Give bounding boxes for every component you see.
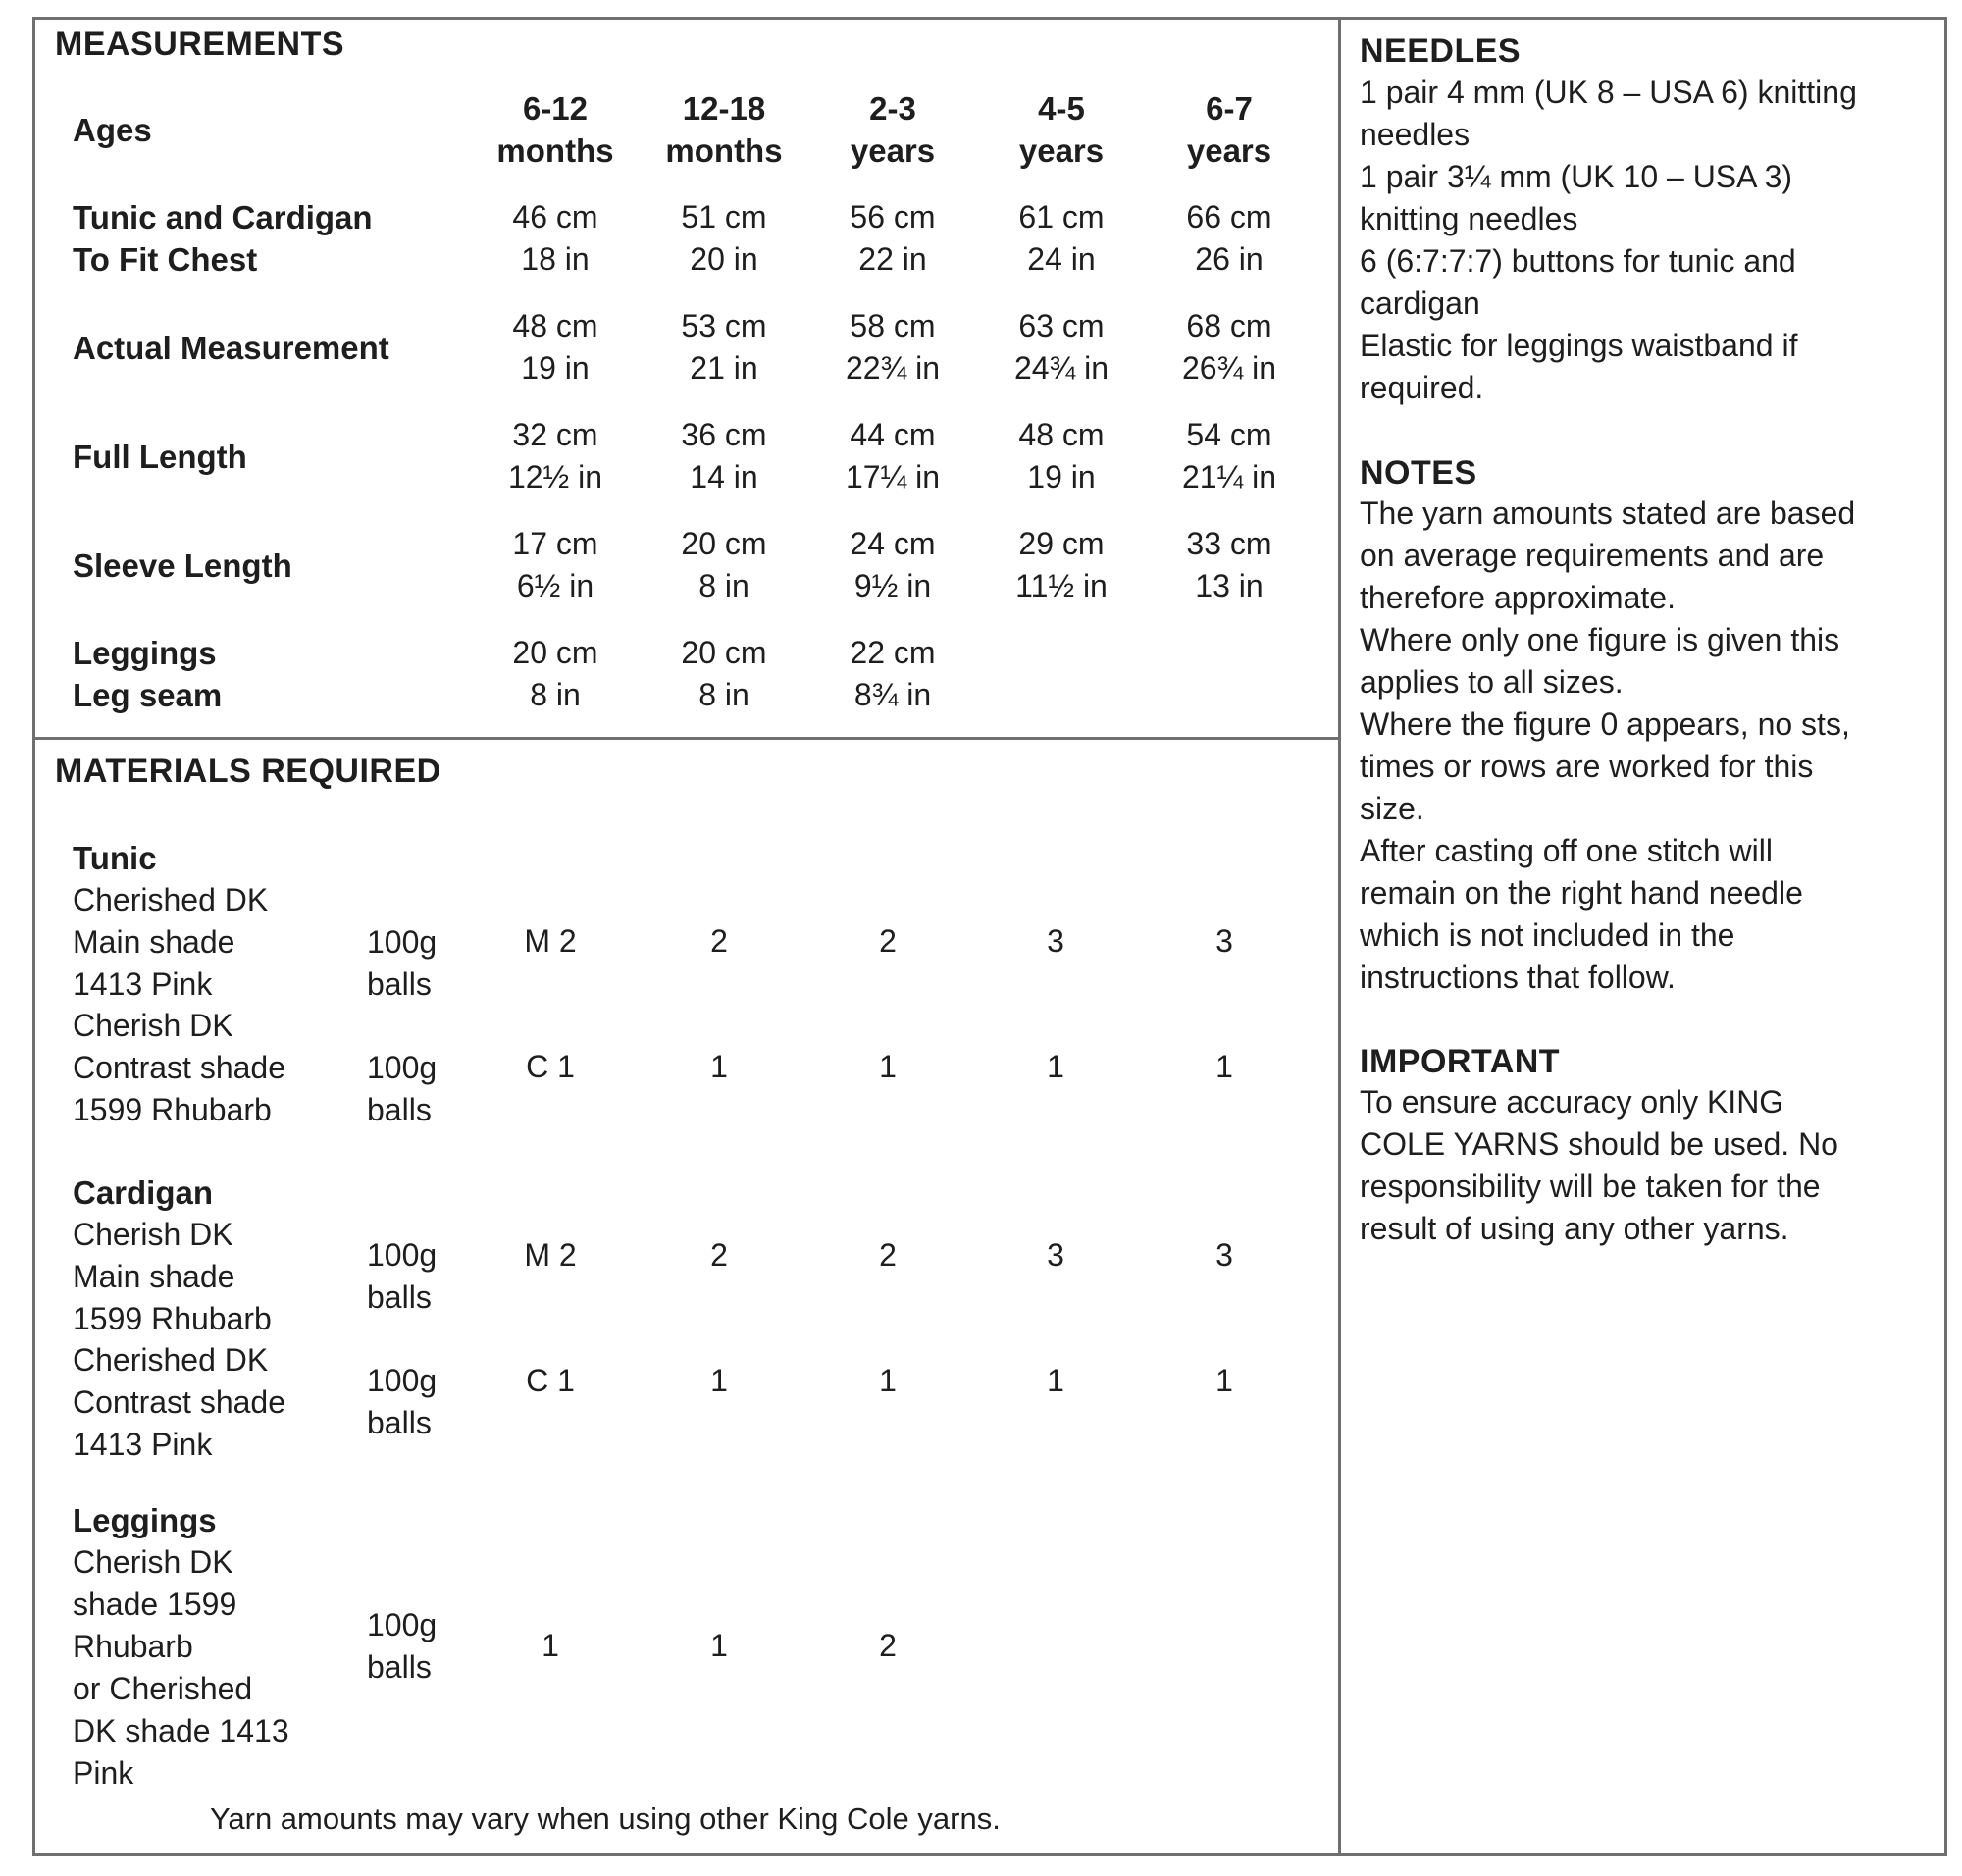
cell-chest-2: 51 cm 20 in [681,199,767,277]
cardigan-contrast-qty-4: 1 [1047,1363,1064,1398]
cell-chest-1: 46 cm 18 in [512,199,598,277]
cell-sleeve-4: 29 cm 11½ in [1015,526,1108,603]
tunic-main-description: Cherished DK Main shade 1413 Pink [73,882,269,1002]
needles-text: 1 pair 4 mm (UK 8 – USA 6) knitting needles 1 pair 3¼ mm (UK 10 – USA 3) knitting needles 6 (6:7:7:7) buttons for tunic and cardigan Elastic for leggings waistband if required. [1360,75,1857,405]
needles-title: NEEDLES [1360,32,1522,70]
age-header-5: 6-7 years [1186,90,1272,169]
cell-sleeve-3: 24 cm 9½ in [850,526,936,603]
leggings-unit: 100g balls [367,1607,438,1685]
cardigan-contrast-qty-2: 1 [710,1363,728,1398]
tunic-main-unit: 100g balls [367,924,438,1002]
tunic-heading: Tunic [73,840,157,876]
important-title: IMPORTANT [1360,1043,1561,1080]
cell-sleeve-2: 20 cm 8 in [681,526,767,603]
cardigan-heading: Cardigan [73,1174,214,1211]
cardigan-contrast-qty-5: 1 [1215,1363,1233,1398]
cell-actual-2: 53 cm 21 in [681,308,767,386]
cell-length-1: 32 cm 12½ in [507,417,603,495]
cell-actual-4: 63 cm 24¾ in [1013,308,1110,386]
tunic-main-qty-1: M 2 [524,923,577,959]
tunic-contrast-qty-5: 1 [1215,1049,1233,1084]
cell-chest-5: 66 cm 26 in [1186,199,1272,277]
important-text: To ensure accuracy only KING COLE YARNS should be used. No responsibility will be taken for the result of using any other yarns. [1360,1084,1838,1246]
age-header-2: 12-18 months [665,90,783,169]
ages-label: Ages [73,112,152,148]
cell-sleeve-5: 33 cm 13 in [1186,526,1272,603]
leggings-description: Cherish DK shade 1599 Rhubarb or Cherished DK shade 1413 Pink [73,1544,289,1791]
cell-actual-3: 58 cm 22¾ in [845,308,941,386]
age-header-1: 6-12 months [496,90,614,169]
materials-title: MATERIALS REQUIRED [55,753,441,790]
cell-actual-5: 68 cm 26¾ in [1181,308,1277,386]
row-label-full-length: Full Length [73,439,247,475]
cell-length-2: 36 cm 14 in [681,417,767,495]
cell-legseam-3: 22 cm 8¾ in [850,635,936,712]
cardigan-main-description: Cherish DK Main shade 1599 Rhubarb [73,1217,272,1336]
cardigan-main-qty-2: 2 [710,1237,728,1273]
cell-chest-4: 61 cm 24 in [1018,199,1105,277]
yarn-footnote: Yarn amounts may vary when using other King Cole yarns. [210,1801,1001,1836]
leggings-heading: Leggings [73,1502,217,1538]
cardigan-contrast-unit: 100g balls [367,1363,438,1440]
tunic-contrast-qty-1: C 1 [526,1049,575,1084]
leggings-qty-3: 2 [879,1628,897,1663]
row-label-chest: Tunic and Cardigan To Fit Chest [73,199,373,278]
leggings-qty-1: 1 [542,1628,559,1663]
row-label-leggings: Leggings Leg seam [73,635,223,713]
cell-legseam-1: 20 cm 8 in [512,635,598,712]
row-label-actual: Actual Measurement [73,330,389,366]
tunic-contrast-unit: 100g balls [367,1050,438,1127]
cardigan-main-unit: 100g balls [367,1237,438,1315]
section-divider [32,737,1341,740]
tunic-main-qty-2: 2 [710,923,728,959]
leggings-qty-2: 1 [710,1628,728,1663]
age-header-4: 4-5 years [1018,90,1105,169]
cell-length-3: 44 cm 17¼ in [845,417,941,495]
cell-chest-3: 56 cm 22 in [850,199,936,277]
tunic-contrast-description: Cherish DK Contrast shade 1599 Rhubarb [73,1008,286,1127]
cell-actual-1: 48 cm 19 in [512,308,598,386]
tunic-main-qty-3: 2 [879,923,897,959]
cell-length-5: 54 cm 21¼ in [1181,417,1277,495]
measurements-title: MEASUREMENTS [55,26,345,63]
notes-title: NOTES [1360,454,1477,492]
cardigan-contrast-qty-3: 1 [879,1363,897,1398]
cardigan-main-qty-5: 3 [1215,1237,1233,1273]
column-divider [1338,17,1341,1856]
cardigan-main-qty-4: 3 [1047,1237,1064,1273]
cell-sleeve-1: 17 cm 6½ in [512,526,598,603]
cardigan-main-qty-3: 2 [879,1237,897,1273]
tunic-contrast-qty-4: 1 [1047,1049,1064,1084]
cell-length-4: 48 cm 19 in [1018,417,1105,495]
cardigan-main-qty-1: M 2 [524,1237,577,1273]
cell-legseam-2: 20 cm 8 in [681,635,767,712]
tunic-contrast-qty-3: 1 [879,1049,897,1084]
tunic-main-qty-4: 3 [1047,923,1064,959]
cardigan-contrast-qty-1: C 1 [526,1363,575,1398]
cardigan-contrast-description: Cherished DK Contrast shade 1413 Pink [73,1342,286,1462]
notes-text: The yarn amounts stated are based on average requirements and are therefore approximate. Where only one figure is given this applies to all sizes. Where the figure 0 appears, no sts, times or rows are worked for this size. After casting off one stitch will remain on the right hand needle which is not included in the instructions that follow. [1360,495,1856,995]
tunic-main-qty-5: 3 [1215,923,1233,959]
row-label-sleeve: Sleeve Length [73,547,292,584]
age-header-3: 2-3 years [850,90,936,169]
tunic-contrast-qty-2: 1 [710,1049,728,1084]
